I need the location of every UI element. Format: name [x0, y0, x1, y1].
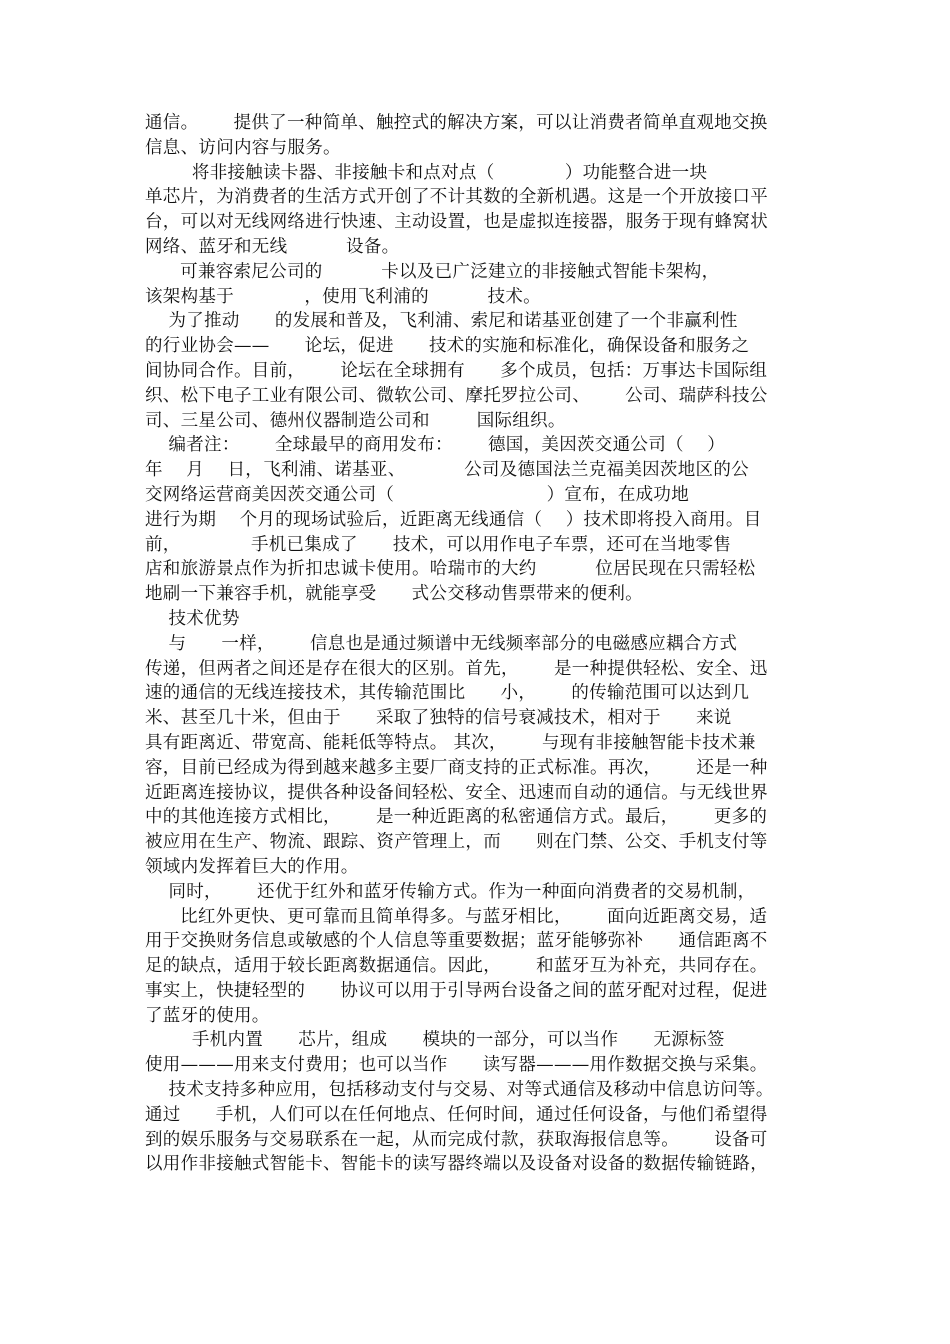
- text-line: 年 月 日，飞利浦、诺基亚、 公司及德国法兰克福美因茨地区的公: [145, 460, 749, 481]
- text-line: 使用———用来支付费用；也可以当作 读写器———用作数据交换与采集。: [145, 1055, 768, 1076]
- text-line: 手机内置 芯片，组成 模块的一部分，可以当作 无源标签: [145, 1030, 725, 1051]
- text-line: 编者注： 全球最早的商用发布： 德国，美因茨交通公司（ ）: [145, 435, 726, 456]
- text-line: 事实上，快捷轻型的 协议可以用于引导两台设备之间的蓝牙配对过程，促进: [145, 980, 768, 1001]
- text-line: 被应用在生产、物流、跟踪、资产管理上，而 则在门禁、公交、手机支付等: [145, 832, 768, 853]
- text-line: 进行为期 个月的现场试验后，近距离无线通信（ ）技术即将投入商用。目: [145, 509, 762, 530]
- text-line: 同时， 还优于红外和蓝牙传输方式。作为一种面向消费者的交易机制，: [145, 881, 756, 902]
- text-line: 米、甚至几十米，但由于 采取了独特的信号衰减技术，相对于 来说: [145, 708, 732, 729]
- text-line: 容，目前已经成为得到越来越多主要厂商支持的正式标准。再次， 还是一种: [145, 757, 768, 778]
- text-line: 织、松下电子工业有限公司、微软公司、摩托罗拉公司、 公司、瑞萨科技公: [145, 385, 768, 406]
- text-line: 以用作非接触式智能卡、智能卡的读写器终端以及设备对设备的数据传输链路，: [145, 1154, 768, 1175]
- text-line: 通过 手机，人们可以在任何地点、任何时间，通过任何设备，与他们希望得: [145, 1104, 768, 1125]
- text-line: 近距离连接协议，提供各种设备间轻松、安全、迅速而自动的通信。与无线世界: [145, 782, 768, 803]
- text-line: 地刷一下兼容手机，就能享受 式公交移动售票带来的便利。: [145, 584, 643, 605]
- text-line: 与 一样， 信息也是通过频谱中无线频率部分的电磁感应耦合方式: [145, 633, 738, 654]
- text-line: 传递，但两者之间还是存在很大的区别。首先， 是一种提供轻松、安全、迅: [145, 658, 768, 679]
- text-line: 用于交换财务信息或敏感的个人信息等重要数据；蓝牙能够弥补 通信距离不: [145, 931, 768, 952]
- text-line: 将非接触读卡器、非接触卡和点对点（ ）功能整合进一块: [145, 162, 708, 183]
- text-line: 单芯片，为消费者的生活方式开创了不计其数的全新机遇。这是一个开放接口平: [145, 187, 768, 208]
- text-line: 可兼容索尼公司的 卡以及已广泛建立的非接触式智能卡架构，: [145, 261, 720, 282]
- text-line: 司、三星公司、德州仪器制造公司和 国际组织。: [145, 410, 566, 431]
- text-line: 的行业协会—— 论坛，促进 技术的实施和标准化，确保设备和服务之: [145, 336, 750, 357]
- text-line: 中的其他连接方式相比， 是一种近距离的私密通信方式。最后， 更多的: [145, 807, 768, 828]
- text-line: 了蓝牙的使用。: [145, 1005, 270, 1026]
- text-line: 台，可以对无线网络进行快速、主动设置，也是虚拟连接器，服务于现有蜂窝状: [145, 212, 768, 233]
- text-line: 网络、蓝牙和无线 设备。: [145, 236, 400, 257]
- text-line: 信息、访问内容与服务。: [145, 137, 341, 158]
- text-line: 领域内发挥着巨大的作用。: [145, 856, 359, 877]
- text-line: 到的娱乐服务与交易联系在一起，从而完成付款，获取海报信息等。 设备可: [145, 1129, 768, 1150]
- text-line: 店和旅游景点作为折扣忠诚卡使用。哈瑞市的大约 位居民现在只需轻松: [145, 559, 756, 580]
- text-line: 通信。 提供了一种简单、触控式的解决方案，可以让消费者简单直观地交换: [145, 113, 768, 133]
- text-line: 足的缺点，适用于较长距离数据通信。因此， 和蓝牙互为补充，共同存在。: [145, 956, 768, 977]
- text-line: 为了推动 的发展和普及，飞利浦、索尼和诺基亚创建了一个非赢利性: [145, 311, 738, 332]
- text-line: 速的通信的无线连接技术，其传输范围比 小， 的传输范围可以达到几: [145, 683, 750, 704]
- text-line: 前， 手机已集成了 技术，可以用作电子车票，还可在当地零售: [145, 534, 732, 555]
- text-line: 间协同合作。目前， 论坛在全球拥有 多个成员，包括：万事达卡国际组: [145, 360, 768, 381]
- text-line: 具有距离近、带宽高、能耗低等特点。 其次， 与现有非接触智能卡技术兼: [145, 732, 756, 753]
- text-line: 交网络运营商美因茨交通公司（ ）宣布，在成功地: [145, 484, 690, 505]
- document-body: [145, 111, 813, 1177]
- text-line: 技术支持多种应用，包括移动支付与交易、对等式通信及移动中信息访问等。: [145, 1080, 774, 1101]
- text-line: 比红外更快、更可靠而且简单得多。与蓝牙相比， 面向近距离交易，适: [145, 906, 768, 927]
- section-heading: 技术优势: [145, 608, 240, 629]
- text-line: 该架构基于 ，使用飞利浦的 技术。: [145, 286, 541, 307]
